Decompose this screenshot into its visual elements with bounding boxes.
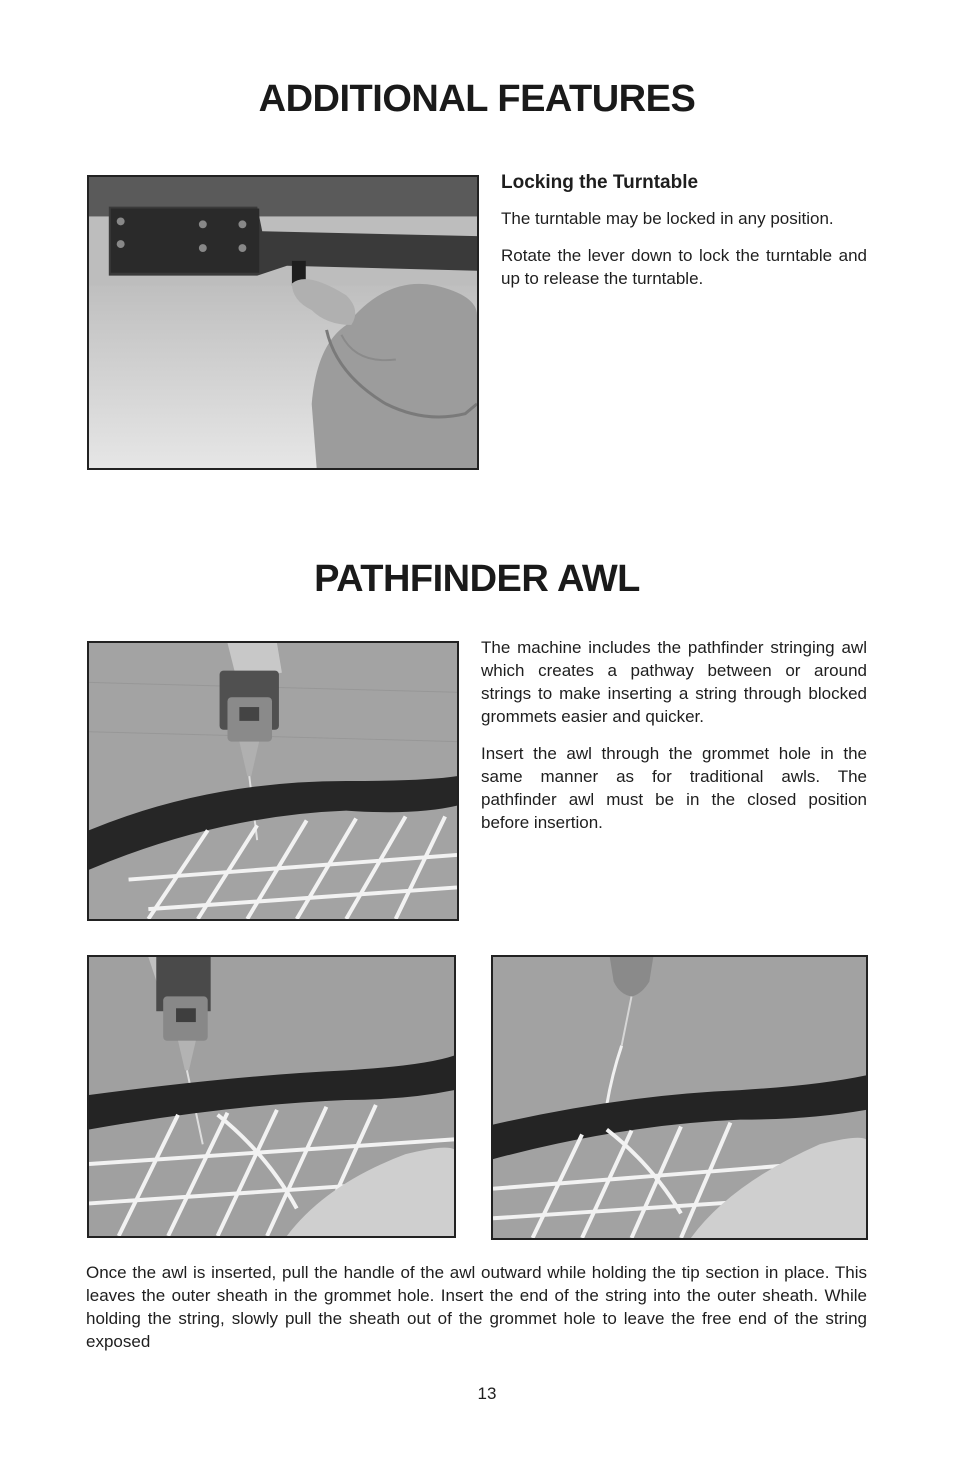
turntable-lock-photo [87, 175, 479, 470]
paragraph-awl-1: The machine includes the pathfinder stringing awl which creates a pathway between or around strings to make inserting a string through blocked grommets easier and quicker. [481, 638, 867, 726]
string-insertion-photo [491, 955, 868, 1240]
subhead-locking-turntable: Locking the Turntable [501, 172, 699, 193]
awl-pull-handle-photo [87, 955, 456, 1238]
awl-intro-text [481, 636, 867, 848]
section-title-pathfinder-awl: PATHFINDER AWL [314, 558, 640, 600]
paragraph-turntable-2: Rotate the lever down to lock the turntable and up to release the turntable. [501, 246, 867, 288]
section-title-additional-features: ADDITIONAL FEATURES [258, 78, 696, 120]
turntable-text [501, 171, 867, 304]
page-number: 13 [477, 1384, 497, 1403]
paragraph-awl-caption: Once the awl is inserted, pull the handle of the awl outward while holding the tip section in place. This leaves the outer sheath in the grommet hole. Insert the end of the string into the outer sheath. While holding the string, slowly pull the sheath out of the grommet hole to leave the free end of the string exposed [86, 1263, 867, 1351]
paragraph-turntable-1: The turntable may be locked in any position. [501, 209, 834, 228]
awl-caption-text [86, 1261, 867, 1367]
paragraph-awl-2: Insert the awl through the grommet hole in the same manner as for traditional awls. The pathfinder awl must be in the closed position before insertion. [481, 744, 867, 832]
awl-insertion-photo [87, 641, 459, 921]
